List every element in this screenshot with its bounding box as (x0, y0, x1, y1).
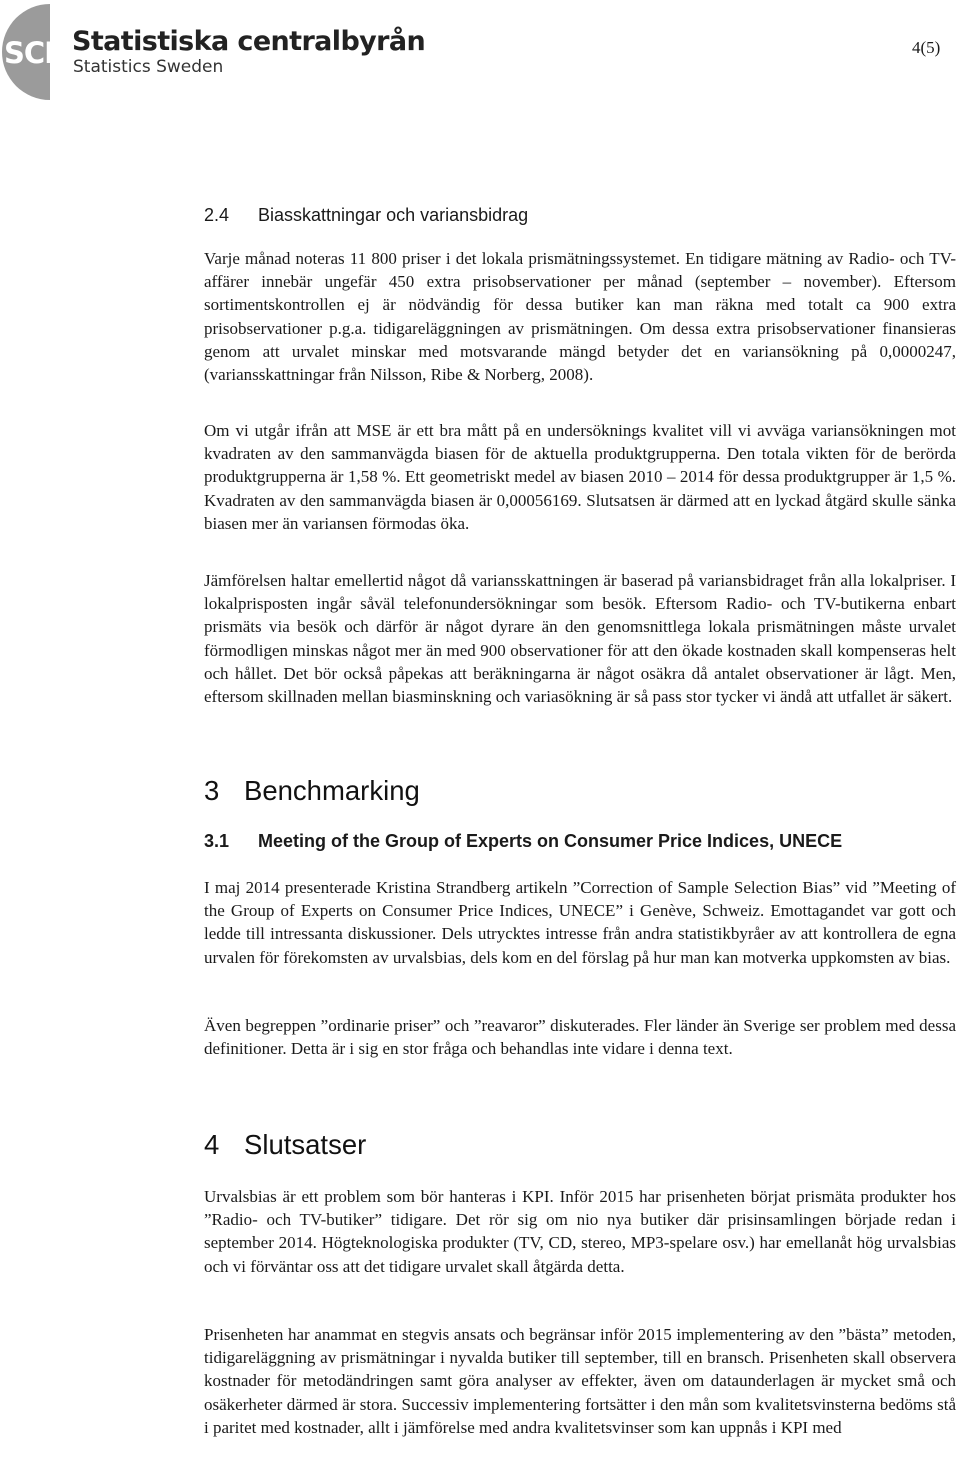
org-name: Statistiska centralbyrån (72, 26, 426, 57)
section-2-4-heading (204, 205, 528, 226)
section-title: Biasskattningar och variansbidrag (258, 205, 529, 225)
section-number: 4 (204, 1129, 220, 1160)
page-number: 4(5) (912, 38, 941, 57)
section-4-heading (204, 1129, 366, 1161)
section-3-1-heading (204, 831, 842, 852)
logo-abbrev: SCB (4, 36, 66, 70)
paragraph: Även begreppen ”ordinarie priser” och ”reavaror” diskuterades. Fler länder än Sverige ser problem med dessa definitioner. Detta är i sig en stor fråga och behandlas inte vidare i denna text. (204, 1016, 956, 1059)
org-name-en: Statistics Sweden (73, 57, 224, 77)
paragraph: Om vi utgår ifrån att MSE är ett bra mått på en undersöknings kvalitet vill vi avväga variansökningen mot kvadraten av den sammanvägda biasen för de aktuella produktgrupperna. Den totala vikten för de berörda produktgrupperna är 1,58 %. Ett geometriskt medel av biasen 2010 – 2014 för dessa produktgrupper är 1,5 %. Kvadraten av den sammanvägda biasen är 0,00056169. Slutsatsen är därmed att en lyckad åtgärd skulle sänka biasen mer än variansen förmodas öka. (204, 421, 956, 533)
scb-logo-mark (0, 2, 68, 102)
section-number: 3.1 (204, 831, 230, 851)
section-title: Benchmarking (244, 775, 420, 806)
section-number: 3 (204, 775, 220, 806)
paragraph: Prisenheten har anammat en stegvis ansats och begränsar inför 2015 implementering av den ”bästa” metoden, tidigareläggning av prismätningar i nyvalda butiker till september, till en bransch. Prisenheten skall observera kostnader för metodändringen samt göra analyser av effekter, även om dataunderlagen är mycket små och osäkerheter därmed är stora. Successiv implementering fortsätter i den mån som kvalitetsvinsterna bedöms stå i paritet med kostnader, allt i jämförelse med andra kvalitetsvinser som kan uppnås i KPI med (204, 1325, 956, 1437)
section-number: 2.4 (204, 205, 230, 225)
section-title: Slutsatser (244, 1129, 367, 1160)
paragraph: Urvalsbias är ett problem som bör hanteras i KPI. Inför 2015 har prisenheten börjat prismäta produkter hos ”Radio- och TV-butiker” tidigare. Det rör sig om nio nya butiker där prisinsamlingen började redan i september 2014. Högteknologiska produkter (TV, CD, stereo, MP3-spelare osv.) har emellanåt hög urvalsbias och vi förväntar oss att det tidigare urvalet skall åtgärda detta. (204, 1187, 956, 1276)
paragraph: Jämförelsen haltar emellertid något då variansskattningen är baserad på variansbidraget från alla lokalpriser. I lokalprisposten ingår såväl telefonundersökningar som besök. Eftersom Radio- och TV-butikerna enbart prismäts via besök och därför är något dyrare än den genomsnittlega lokala prismätningen måste urvalet förmodligen minskas något mer än med 900 observationer för att den ökade kostnaden skall kompenseras helt och hållet. Det bör också påpekas att beräkningarna är något osäkra då antalet observationer är lågt. Men, eftersom skillnaden mellan biasminskning och variasökning är så pass stor tycker vi ändå att utfallet är säkert. (204, 571, 956, 707)
paragraph: I maj 2014 presenterade Kristina Strandberg artikeln ”Correction of Sample Selection Bias” vid ”Meeting of the Group of Experts on Consumer Price Indices, UNECE” i Genève, Schweiz. Emottagandet var gott och ledde till intressanta diskussioner. Dels utrycktes intresse från andra statistikbyråer av att kontrollera de egna urvalen för förekomsten av urvalsbias, dels kom en del förslag på hur man kan motverka uppkomsten av bias. (204, 878, 956, 967)
scb-logo (0, 0, 426, 104)
paragraph: Varje månad noteras 11 800 priser i det lokala prismätningssystemet. En tidigare mätning av Radio- och TV-affärer innebär ungefär 450 extra prisobservationer per månad (september – november). Eftersom sortimentskontrollen ej är nödvändig för dessa butiker kan man räkna med totalt ca 900 extra prisobservationer p.g.a. tidigareläggningen av prismätningen. Om dessa extra prisobservationer finansieras genom att urvalet minskar med motsvarande mängd betyder det en variansökning på 0,0000247, (variansskattningar från Nilsson, Ribe & Norberg, 2008). (204, 249, 956, 385)
section-title: Meeting of the Group of Experts on Consumer Price Indices, UNECE (258, 831, 843, 851)
section-3-heading (204, 775, 420, 807)
